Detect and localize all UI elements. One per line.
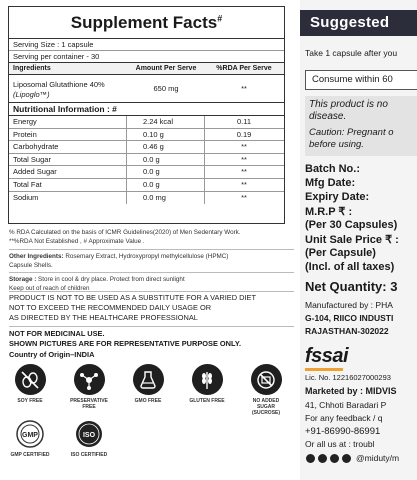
other-ingredients-text2: Capsule Shells. [9,262,53,269]
table-row [9,154,284,167]
supplement-facts-title [9,7,284,39]
row-name: Total Fat [9,179,127,191]
soy-free-icon [15,364,46,395]
representative-text: SHOWN PICTURES ARE FOR REPRESENTATIVE PURPOSE ONLY. [9,339,242,348]
svg-text:ISO: ISO [82,431,96,439]
nutrition-table [9,116,284,204]
storage-note [9,272,294,293]
svg-text:GMP: GMP [22,431,38,439]
preservative-free-icon [74,364,105,395]
table-row [9,179,284,192]
other-ingredients-label: Other Ingredients: [9,253,64,260]
label-right-panel [300,0,417,480]
table-row [9,166,284,179]
other-ingredients [9,249,294,270]
mfg-date: Mfg Date: [305,177,356,189]
country-origin: Country of Origin–INDIA [9,350,95,359]
feedback-text: For any feedback / q [305,413,383,423]
row-amount: 0.0 g [127,154,205,166]
table-row [9,192,284,205]
nutrition-title: Nutritional Information : # [9,103,284,116]
not-medicinal-text: NOT FOR MEDICINAL USE. [9,329,105,338]
supplement-facts-box [8,6,285,224]
twitter-icon[interactable] [342,454,351,463]
batch-no: Batch No.: [305,163,360,175]
disclaimer-line2: disease. [309,111,347,122]
disclaimer-block [9,326,294,349]
ingredient-row [9,75,284,103]
fssai-logo-text: fssai [305,345,349,367]
license-number: Lic. No. 12216027000293 [305,373,391,382]
facts-title-text: Supplement Facts [70,13,218,32]
facebook-icon[interactable] [306,454,315,463]
row-name: Protein [9,129,127,141]
storage-label: Storage : [9,276,37,283]
serving-per-container: Serving per container - 30 [9,51,284,63]
warning-line2: NOT TO EXCEED THE RECOMMENDED DAILY USAGE OR [9,303,212,312]
social-handle: @miduty/m [356,453,400,463]
rda-note [9,228,294,246]
badge-soy-free [8,364,52,404]
facts-header-row [9,63,284,75]
marketed-by: Marketed by : MIDVIS [305,386,397,396]
net-quantity: Net Quantity: 3 [305,279,398,294]
row-amount: 2.24 kcal [127,116,205,128]
social-icons [306,453,399,463]
ingredient-amount: 650 mg [153,84,179,93]
caution-text [309,127,394,151]
badge-icons [8,364,288,474]
row-name: Added Sugar [9,166,127,178]
other-ingredients-text: Rosemary Extract, Hydroxypropyl methylcellulose (HPMC) [63,253,229,260]
suggested-use-banner: Suggested [300,10,417,36]
badge-gmo-free [126,364,170,404]
incl-taxes: (Incl. of all taxes) [305,261,395,273]
badge-label: NO ADDED SUGAR (SUCROSE) [251,398,281,416]
fssai-logo [305,345,348,371]
phone-number: +91-86990-86991 [305,426,381,437]
gluten-free-icon [192,364,223,395]
header-amount: Amount Per Serve [135,65,197,72]
ingredient-name-cell [9,75,127,102]
row-name: Energy [9,116,127,128]
row-name: Total Sugar [9,154,127,166]
warning-line1: PRODUCT IS NOT TO BE USED AS A SUBSTITUTE FOR A VARIED DIET [9,293,256,302]
manufacturer-address1: G-104, RIICO INDUSTI [305,313,394,323]
mrp-label: M.R.P ₹ : [305,206,353,218]
badge-label: SOY FREE [17,398,43,404]
row-amount: 0.46 g [127,141,205,153]
row-amount: 0.0 mg [127,192,205,205]
per-30-capsules: (Per 30 Capsules) [305,219,398,231]
rda-note-line2: **%RDA Not Established , # Approximate Value . [9,238,145,245]
dosage-text: Take 1 capsule after you [305,48,398,58]
table-row [9,116,284,129]
row-name: Carbohydrate [9,141,127,153]
youtube-icon[interactable] [330,454,339,463]
disclaimer-text [309,99,388,123]
row-rda: ** [241,167,247,177]
badge-iso-certified [67,418,111,458]
gmp-certified-icon [15,418,46,449]
badge-preservative-free [67,364,111,410]
ingredient-sub: (Lipoglo™) [13,90,50,99]
row-rda: ** [241,192,247,202]
row-rda: ** [241,142,247,152]
row-rda: 0.19 [236,129,252,139]
header-ingredients: Ingredients [13,65,51,72]
header-rda: %RDA Per Serve [216,65,272,72]
fssai-underline [305,368,343,371]
table-row [9,129,284,142]
storage-text: Store in cool & dry place. Protect from direct sunlight [36,276,185,283]
gmo-free-icon [133,364,164,395]
badge-label: GLUTEN FREE [189,398,225,404]
badge-label: PRESERVATIVE FREE [70,398,108,410]
row-rda: ** [241,154,247,164]
caution-line2: before using. [309,139,364,150]
badge-label: GMO FREE [134,398,162,404]
expiry-date: Expiry Date: [305,191,370,203]
storage-text2: Keep out of reach of children [9,285,90,292]
table-row [9,141,284,154]
caution-line1: Caution: Pregnant o [309,127,394,138]
iso-certified-icon [74,418,105,449]
badge-gmp-certified [8,418,52,458]
warning-line3: AS DIRECTED BY THE HEALTHCARE PROFESSIONAL [9,313,198,322]
disclaimer-line1: This product is no [309,99,388,110]
row-amount: 0.10 g [127,129,205,141]
row-name: Sodium [9,192,127,205]
row-amount: 0.0 g [127,166,205,178]
marketer-address: 41, Chhoti Baradari P [305,400,387,410]
row-rda: 0.11 [236,117,252,126]
badge-label: ISO CERTIFIED [70,452,108,458]
consume-within-box: Consume within 60 [305,70,417,90]
badge-no-added-sugar [244,364,288,416]
warning-text [9,291,294,323]
per-capsule: (Per Capsule) [305,247,376,259]
rda-note-line1: % RDA Calculated on the basis of ICMR Guidelines(2020) of Men Sedentary Work. [9,229,241,236]
no-added-sugar-icon [251,364,282,395]
manufacturer-address2: RAJASTHAN-302022 [305,326,389,336]
manufactured-by: Manufactured by : PHA [305,300,393,310]
unit-sale-price: Unit Sale Price ₹ : [305,234,399,246]
ingredient-name: Liposomal Glutathione 40% [13,80,105,89]
serving-size: Serving Size : 1 capsule [9,39,284,51]
badge-label: GMP CERTIFIED [10,452,50,458]
ingredient-rda: ** [241,84,247,93]
disclaimer-box [305,96,417,156]
row-amount: 0.0 g [127,179,205,191]
facts-title-mark: # [217,13,223,24]
contact-email: Or all us at : troubl [305,439,375,449]
badge-gluten-free [185,364,229,404]
instagram-icon[interactable] [318,454,327,463]
row-rda: ** [241,179,247,189]
